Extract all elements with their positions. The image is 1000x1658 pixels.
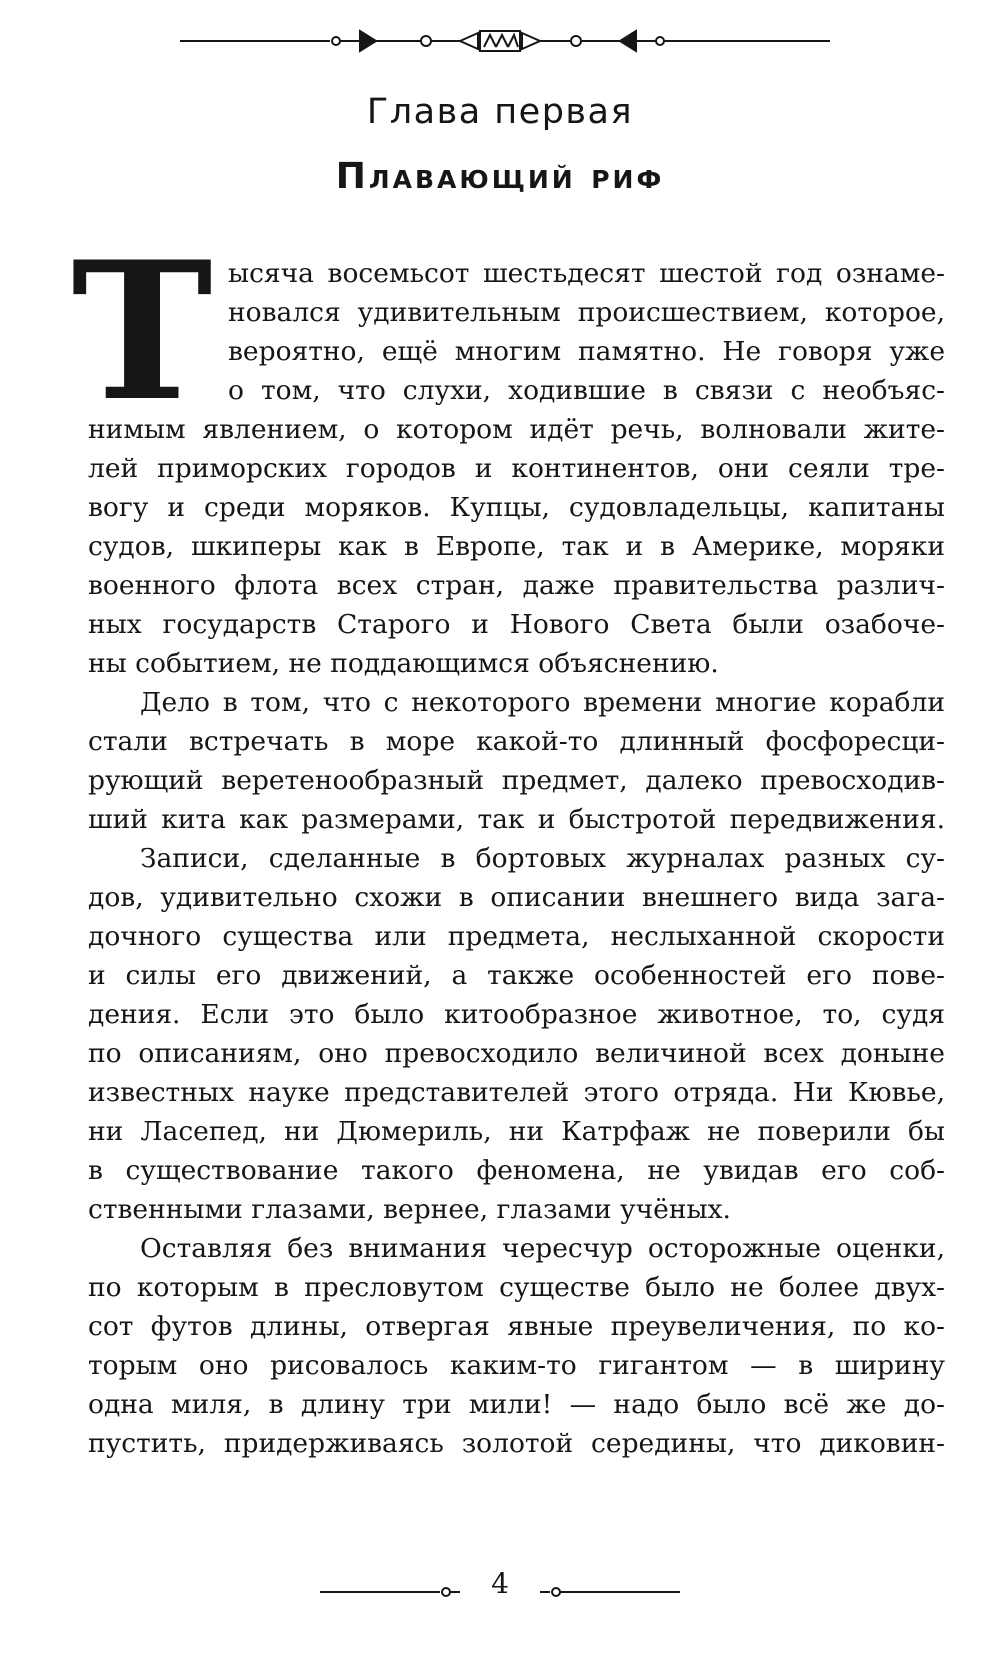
text-line: Оставляя без внимания чересчур осторожные оценки, [140,1233,945,1264]
text-line: вогу и среди моряков. Купцы, судовладельцы, капитаны [88,492,945,523]
text-line: Дело в том, что с некоторого времени многие корабли [140,687,945,718]
text-line: по описаниям, оно превосходило величиной всех доныне [88,1038,945,1069]
text-line: ший кита как размерами, так и быстротой передвижения. [88,804,945,835]
text-line: Записи, сделанные в бортовых журналах разных су- [140,843,945,874]
text-line: ни Ласепед, ни Дюмериль, ни Катрфаж не поверили бы [88,1116,945,1147]
text-line: лей приморских городов и континентов, они сеяли тре- [88,453,945,484]
text-line: по которым в пресловутом существе было не более двух- [88,1272,945,1303]
text-line: пустить, придерживаясь золотой середины, что диковин- [88,1428,945,1459]
text-line: стали встречать в море какой-то длинный фосфоресци- [88,726,945,757]
text-line: и силы его движений, а также особенностей его пове- [88,960,945,991]
text-line: ны событием, не поддающимся объяснению. [88,648,719,679]
text-line: известных науке представителей этого отряда. Ни Кювье, [88,1077,945,1108]
text-line: вероятно, ещё многим памятно. Не говоря уже [228,336,945,367]
text-line: ственными глазами, вернее, глазами учёных. [88,1194,731,1225]
text-line: о том, что слухи, ходившие в связи с необъяс- [228,375,945,406]
drop-cap-letter: Т [71,220,213,443]
text-line: нимым явлением, о котором идёт речь, волновали жите- [88,414,945,445]
text-line: новался удивительным происшествием, которое, [228,297,945,328]
text-line: одна миля, в длину три мили! — надо было всё же до- [88,1389,945,1420]
text-line: военного флота всех стран, даже правительства различ- [88,570,945,601]
page-number: 4 [491,1567,509,1600]
text-line: в существование такого феномена, не увидав его соб- [88,1155,945,1186]
text-line: судов, шкиперы как в Европе, так и в Америке, моряки [88,531,945,562]
text-line: ных государств Старого и Нового Света были озабоче- [88,609,945,640]
chapter-label: Глава первая [366,92,634,132]
text-line: дения. Если это было китообразное животное, то, судя [88,999,945,1030]
text-line: сот футов длины, отвергая явные преувеличения, по ко- [88,1311,945,1342]
text-line: торым оно рисовалось каким-то гигантом — в ширину [88,1350,945,1381]
text-line: дочного существа или предмета, неслыханной скорости [88,921,945,952]
text-line: рующий веретенообразный предмет, далеко превосходив- [88,765,945,796]
text-line: ысячa восемьсот шестьдесят шестой год ознаме- [228,258,945,289]
text-line: дов, удивительно схожи в описании внешнего вида зага- [88,882,945,913]
chapter-title: Плавающий риф [335,156,665,197]
